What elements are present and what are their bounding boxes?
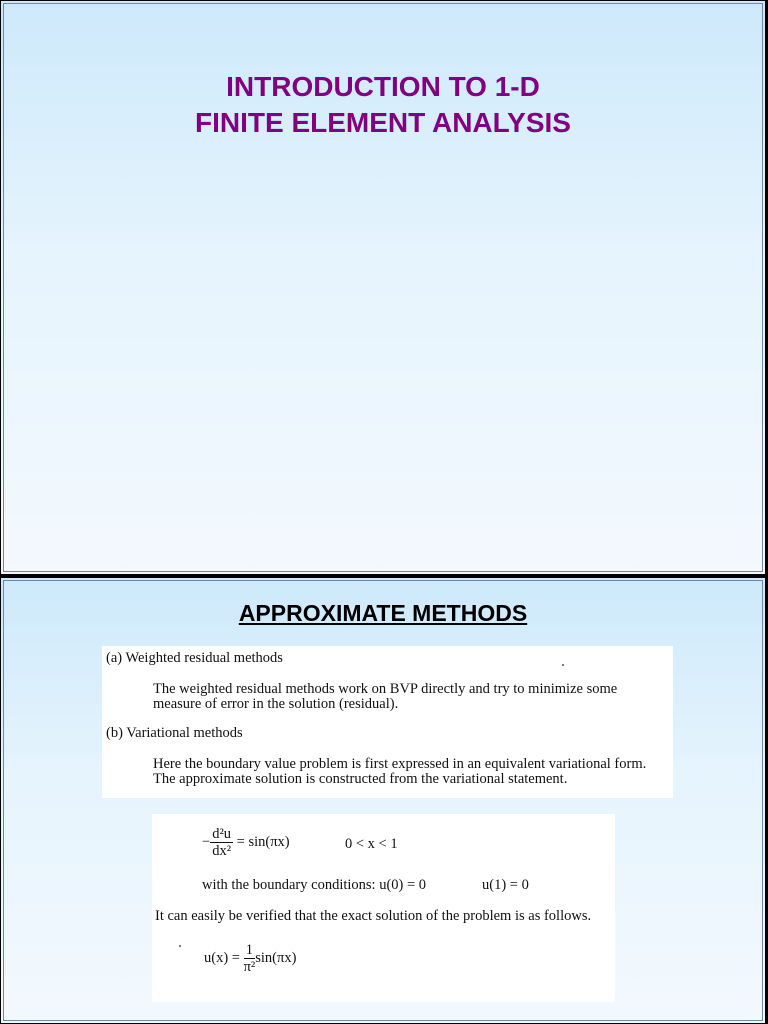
solution-denominator: π² <box>243 959 256 975</box>
method-a-line-1: The weighted residual methods work on BVP directly and try to minimize some <box>153 681 618 697</box>
title-line-1: INTRODUCTION TO 1-D <box>226 71 540 102</box>
method-b-line-1: Here the boundary value problem is first expressed in an equivalent variational form. <box>153 756 647 772</box>
eq-numerator: d²u <box>212 826 232 842</box>
title-line-2: FINITE ELEMENT ANALYSIS <box>195 107 571 138</box>
verification-text: It can easily be verified that the exact solution of the problem is as follows. <box>155 908 592 924</box>
exact-solution <box>204 942 296 975</box>
eq-right-side: = sin(πx) <box>236 833 290 850</box>
eq-minus-sign: − <box>202 833 211 850</box>
eq-fraction <box>210 826 233 859</box>
method-a-heading: (a) Weighted residual methods <box>106 650 283 666</box>
boundary-conditions: with the boundary conditions: u(0) = 0 <box>202 877 427 893</box>
problem-scan-panel <box>152 814 615 1002</box>
differential-equation <box>202 826 290 859</box>
method-a-line-2: measure of error in the solution (residual). <box>153 696 399 712</box>
boundary-condition-right: u(1) = 0 <box>482 877 529 893</box>
scan-speck <box>562 664 564 666</box>
solution-rhs: sin(πx) <box>255 949 297 966</box>
domain-condition: 0 < x < 1 <box>345 836 398 852</box>
method-b-line-2: The approximate solution is constructed from the variational statement. <box>153 771 568 787</box>
solution-lhs: u(x) = <box>204 949 240 966</box>
solution-fraction <box>244 942 256 975</box>
slide-2-title: APPROXIMATE METHODS <box>238 600 528 626</box>
scan-speck-2 <box>179 945 181 947</box>
solution-numerator: 1 <box>244 942 256 959</box>
method-b-heading: (b) Variational methods <box>106 725 243 741</box>
eq-denominator: dx² <box>212 843 232 859</box>
methods-scan-panel <box>102 646 673 798</box>
slide-2 <box>0 577 766 1024</box>
slide-1-title <box>1 69 765 141</box>
